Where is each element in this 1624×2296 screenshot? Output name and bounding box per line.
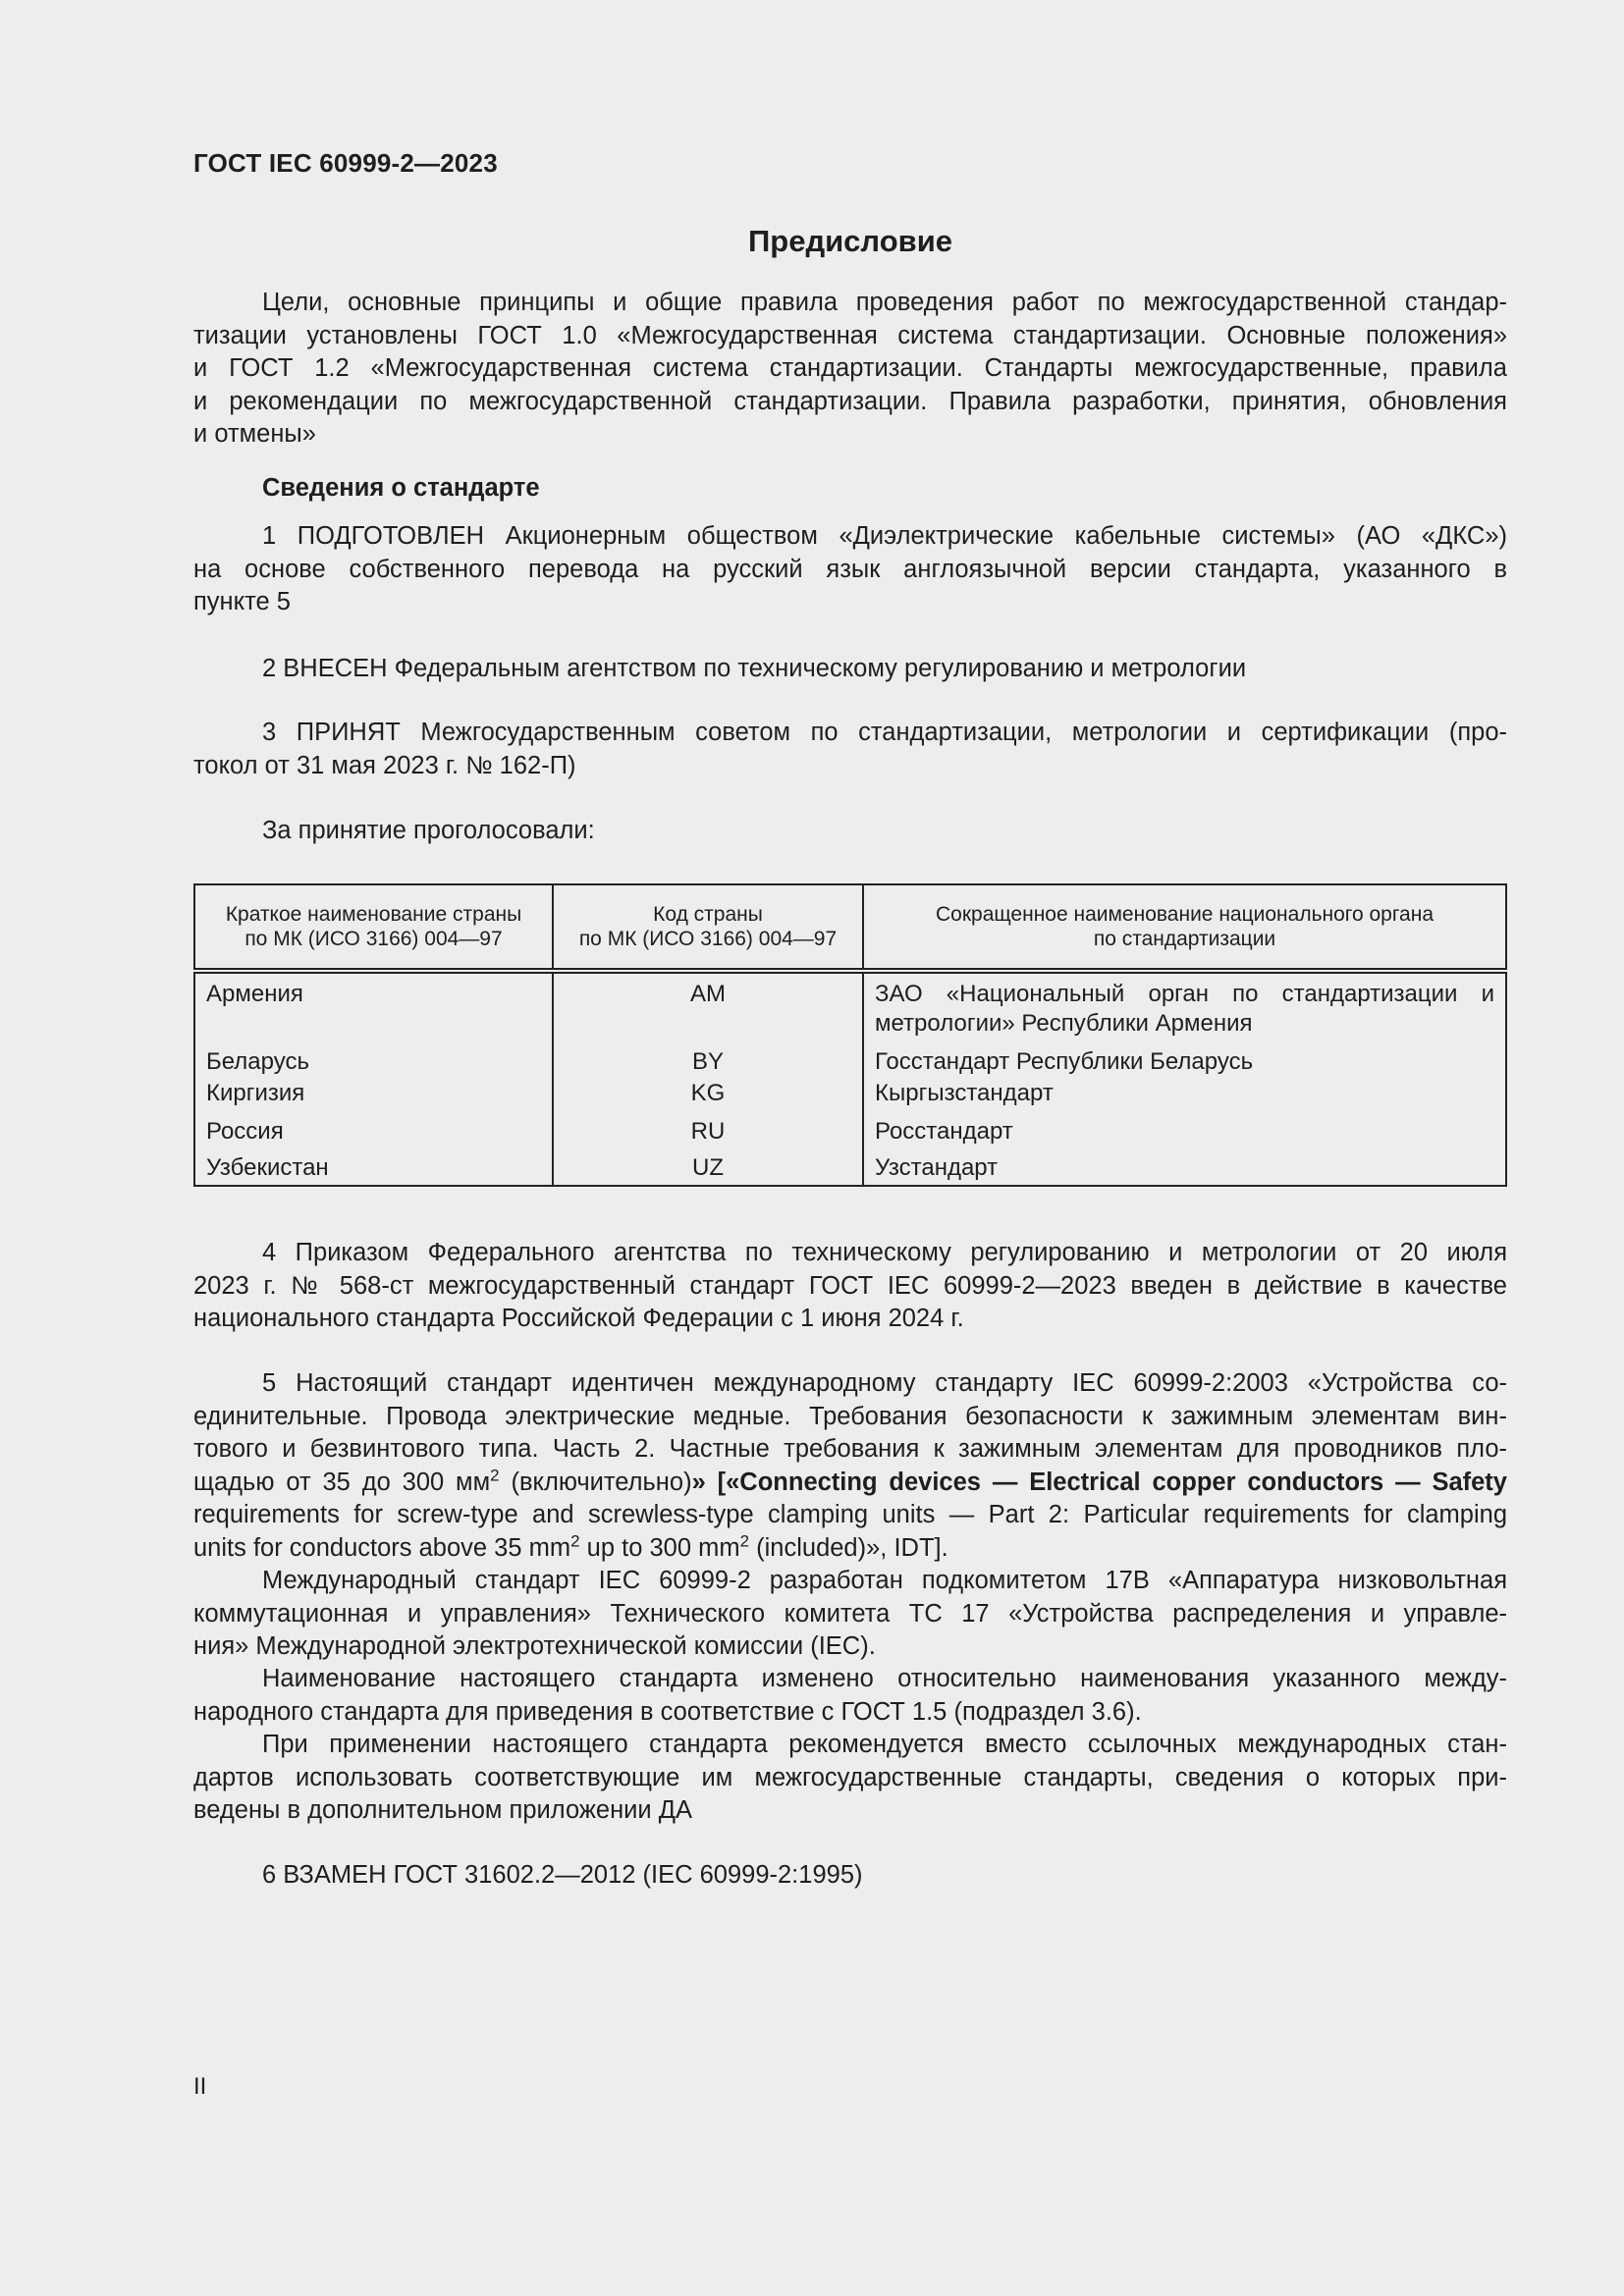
- text-line: и рекомендации по межгосударственной стандартизации. Правила разработки, принятия, обновления: [193, 387, 1507, 415]
- superscript: 2: [570, 1531, 580, 1550]
- text-fragment: » [«Connecting devices — Electrical copper conductors — Safety: [691, 1468, 1507, 1496]
- text-line: единительные. Провода электрические медные. Требования безопасности к зажимным элементам вин-: [193, 1402, 1507, 1430]
- code-cell: UZ: [553, 1148, 863, 1186]
- intro-paragraph: [193, 287, 1507, 452]
- header-text-line: по МК (ИСО 3166) 004—97: [244, 928, 503, 950]
- item-3: [193, 717, 1507, 782]
- country-cell: Киргизия: [194, 1078, 553, 1116]
- item-5: [193, 1367, 1507, 1565]
- country-cell: Узбекистан: [194, 1148, 553, 1186]
- body-cell: Госстандарт Республики Беларусь: [863, 1040, 1506, 1078]
- text-line: ния» Международной электротехнической комиссии (IEC).: [193, 1632, 876, 1660]
- table-header-code: [553, 884, 863, 971]
- code-cell: KG: [553, 1078, 863, 1116]
- text-line: При применении настоящего стандарта рекомендуется вместо ссылочных международных стан-: [262, 1731, 1507, 1758]
- text-line: Цели, основные принципы и общие правила проведения работ по межгосударственной стандар-: [262, 289, 1507, 316]
- text-line: народного стандарта для приведения в соответствие с ГОСТ 1.5 (подраздел 3.6).: [193, 1697, 1142, 1726]
- code-cell: AM: [553, 971, 863, 1040]
- text-line: национального стандарта Российской Федерации с 1 июня 2024 г.: [193, 1305, 964, 1332]
- text-fragment: (included)», IDT].: [749, 1533, 948, 1562]
- text-fragment: щадью от 35 до 300 мм: [193, 1468, 491, 1496]
- table-header-country: [194, 884, 553, 971]
- country-cell: Беларусь: [194, 1040, 553, 1078]
- text-line: [193, 1532, 1507, 1566]
- text-line: дартов использовать соответствующие им межгосударственные стандарты, сведения о которых при-: [193, 1763, 1507, 1791]
- text-line: requirements for screw-type and screwless-type clamping units — Part 2: Particular requirements for clamping: [193, 1501, 1507, 1528]
- body-cell: Узстандарт: [863, 1148, 1506, 1186]
- text-line: тового и безвинтового типа. Часть 2. Частные требования к зажимным элементам для проводников пло-: [193, 1435, 1507, 1463]
- header-text-line: по МК (ИСО 3166) 004—97: [578, 928, 838, 950]
- text-line: ведены в дополнительном приложении ДА: [193, 1796, 693, 1824]
- text-line: пункте 5: [193, 588, 291, 615]
- item-4: [193, 1237, 1507, 1336]
- body-cell: Кыргызстандарт: [863, 1078, 1506, 1116]
- page-title: Предисловие: [747, 224, 952, 258]
- header-text-line: по стандартизации: [1093, 928, 1276, 950]
- text-line: 4 Приказом Федерального агентства по техническому регулированию и метрологии от 20 июля: [262, 1239, 1507, 1266]
- text-line: 2023 г. № 568-ст межгосударственный стандарт ГОСТ IEC 60999-2—2023 введен в действие в качестве: [193, 1271, 1507, 1300]
- text-line: токол от 31 мая 2023 г. № 162-П): [193, 751, 576, 779]
- table-row: [194, 1040, 1506, 1078]
- table-header-body: [863, 884, 1506, 971]
- text-line: и ГОСТ 1.2 «Межгосударственная система стандартизации. Стандарты межгосударственные, правила: [193, 354, 1507, 382]
- text-line: тизации установлены ГОСТ 1.0 «Межгосударственная система стандартизации. Основные положения»: [193, 321, 1507, 349]
- text-line: Международный стандарт IEC 60999-2 разработан подкомитетом 17В «Аппаратура низковольтная: [262, 1567, 1507, 1594]
- table-row: [194, 1116, 1506, 1148]
- text-line: 3 ПРИНЯТ Межгосударственным советом по стандартизации, метрологии и сертификации (про-: [262, 719, 1507, 746]
- text-line: 1 ПОДГОТОВЛЕН Акционерным обществом «Диэлектрические кабельные системы» (АО «ДКС»): [262, 522, 1507, 550]
- countries-table: [193, 883, 1507, 1187]
- paragraph-name-changed: [193, 1663, 1507, 1729]
- body-cell: ЗАО «Национальный орган по стандартизации и метрологии» Республики Армения: [863, 971, 1506, 1040]
- header-text-line: Код страны: [653, 903, 763, 926]
- page-number: II: [193, 2073, 207, 2100]
- text-fragment: units for conductors above 35 mm: [193, 1533, 571, 1562]
- code-cell: RU: [553, 1116, 863, 1148]
- table-header-row: [194, 884, 1506, 971]
- header-text-line: Краткое наименование страны: [225, 903, 522, 926]
- text-line: на основе собственного перевода на русский язык англоязычной версии стандарта, указанного в: [193, 555, 1507, 583]
- item-1: [193, 520, 1507, 619]
- text-line: 5 Настоящий стандарт идентичен международному стандарту IEC 60999-2:2003 «Устройства со-: [262, 1369, 1507, 1397]
- text-line: Наименование настоящего стандарта изменено относительно наименования указанного между-: [262, 1665, 1507, 1692]
- voted-label: За принятие проголосовали:: [262, 817, 595, 844]
- country-cell: Россия: [194, 1116, 553, 1148]
- body-cell: Росстандарт: [863, 1116, 1506, 1148]
- text-line: [193, 1467, 1507, 1500]
- country-cell: Армения: [194, 971, 553, 1040]
- table-row: [194, 1148, 1506, 1186]
- text-line: коммутационная и управления» Технического комитета ТС 17 «Устройства распределения и управле-: [193, 1599, 1507, 1628]
- item-6: 6 ВЗАМЕН ГОСТ 31602.2—2012 (IEC 60999-2:1995): [262, 1861, 863, 1889]
- text-fragment: (включительно): [499, 1468, 692, 1496]
- superscript: 2: [739, 1531, 750, 1550]
- table-row: [194, 971, 1506, 1040]
- table-row: [194, 1078, 1506, 1116]
- text-fragment: up to 300 mm: [579, 1533, 740, 1562]
- header-text-line: Сокращенное наименование национального органа: [935, 903, 1435, 926]
- document-header: ГОСТ IEC 60999-2—2023: [193, 148, 498, 178]
- section-heading: Сведения о стандарте: [262, 474, 540, 502]
- paragraph-application: [193, 1729, 1507, 1828]
- text-line: и отмены»: [193, 420, 316, 448]
- item-2: 2 ВНЕСЕН Федеральным агентством по техническому регулированию и метрологии: [262, 655, 1247, 682]
- superscript: 2: [490, 1466, 500, 1484]
- code-cell: BY: [553, 1040, 863, 1078]
- paragraph-developed: [193, 1565, 1507, 1664]
